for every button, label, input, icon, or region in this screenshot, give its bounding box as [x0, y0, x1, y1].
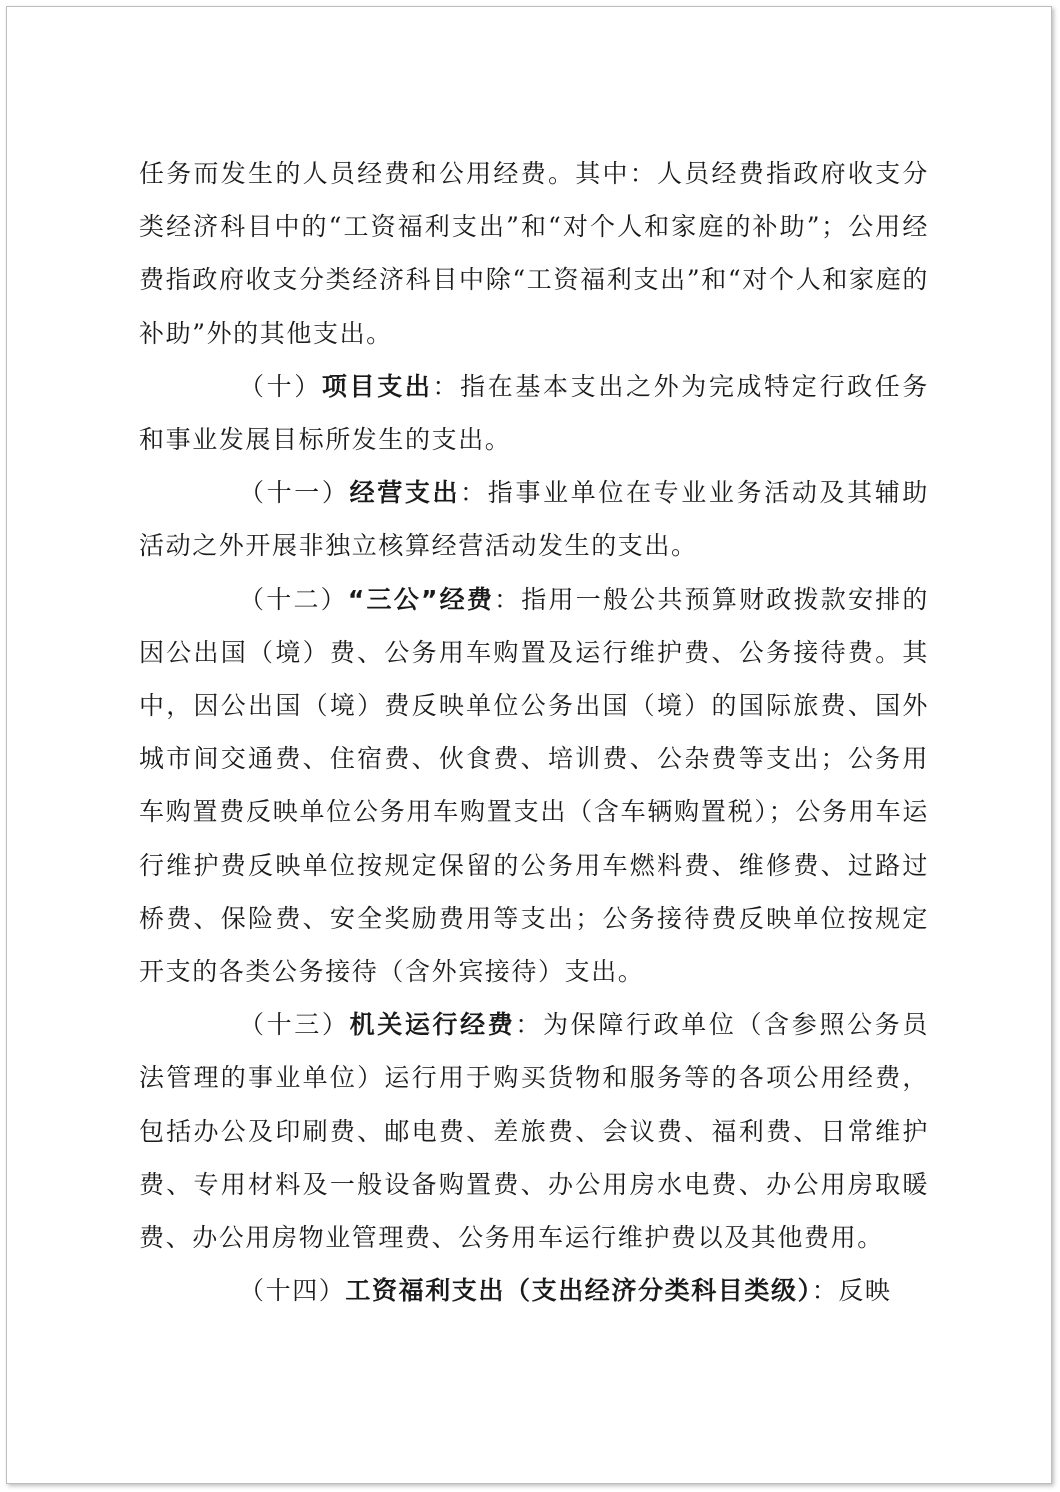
paragraph-three-public-expenses — [139, 573, 929, 999]
paragraph-wage-welfare-expenditure — [139, 1264, 929, 1317]
paragraph-text: 任务而发生的人员经费和公用经费。其中：人员经费指政府收支分类经济科目中的“工资福利支出”和“对个人和家庭的补助”；公用经费指政府收支分类经济科目中除“工资福利支出”和“对个人和家庭的补助”外的其他支出。 — [139, 159, 929, 348]
paragraph-agency-operating-funds — [139, 998, 929, 1264]
section-number: （十二） — [239, 584, 348, 614]
section-number: （十三） — [239, 1010, 350, 1040]
section-number: （十四） — [239, 1276, 346, 1306]
term-heading: 机关运行经费 — [349, 1010, 516, 1040]
paragraph-text: ：为保障行政单位（含参照公务员法管理的事业单位）运行用于购买货物和服务等的各项公用经费，包括办公及印刷费、邮电费、差旅费、会议费、福利费、日常维护费、专用材料及一般设备购置费、办公用房水电费、办公用房取暖费、办公用房物业管理费、公务用车运行维护费以及其他费用。 — [139, 1010, 929, 1253]
term-heading: 经营支出 — [349, 478, 461, 508]
paragraph-project-expenditure — [139, 360, 929, 466]
paragraph-continued — [139, 147, 929, 360]
term-heading: 工资福利支出（支出经济分类科目类级） — [345, 1276, 812, 1306]
section-number: （十） — [239, 371, 322, 401]
paragraph-operating-expenditure — [139, 466, 929, 572]
paragraph-text: ：反映 — [811, 1276, 892, 1306]
paragraph-text: ：指用一般公共预算财政拨款安排的因公出国（境）费、公务用车购置及运行维护费、公务接待费。其中，因公出国（境）费反映单位公务出国（境）的国际旅费、国外城市间交通费、住宿费、伙食费、培训费、公杂费等支出；公务用车购置费反映单位公务用车购置支出（含车辆购置税）；公务用车运行维护费反映单位按规定保留的公务用车燃料费、维修费、过路过桥费、保险费、安全奖励费用等支出；公务接待费反映单位按规定开支的各类公务接待（含外宾接待）支出。 — [139, 584, 929, 987]
document-page — [6, 6, 1052, 1484]
section-number: （十一） — [239, 478, 350, 508]
paragraph-text: ：指事业单位在专业业务活动及其辅助活动之外开展非独立核算经营活动发生的支出。 — [139, 478, 930, 561]
paragraph-text: ：指在基本支出之外为完成特定行政任务和事业发展目标所发生的支出。 — [139, 371, 929, 455]
document-body — [139, 147, 929, 1317]
term-heading: 项目支出 — [321, 371, 433, 401]
term-heading: “三公”经费 — [347, 584, 495, 614]
